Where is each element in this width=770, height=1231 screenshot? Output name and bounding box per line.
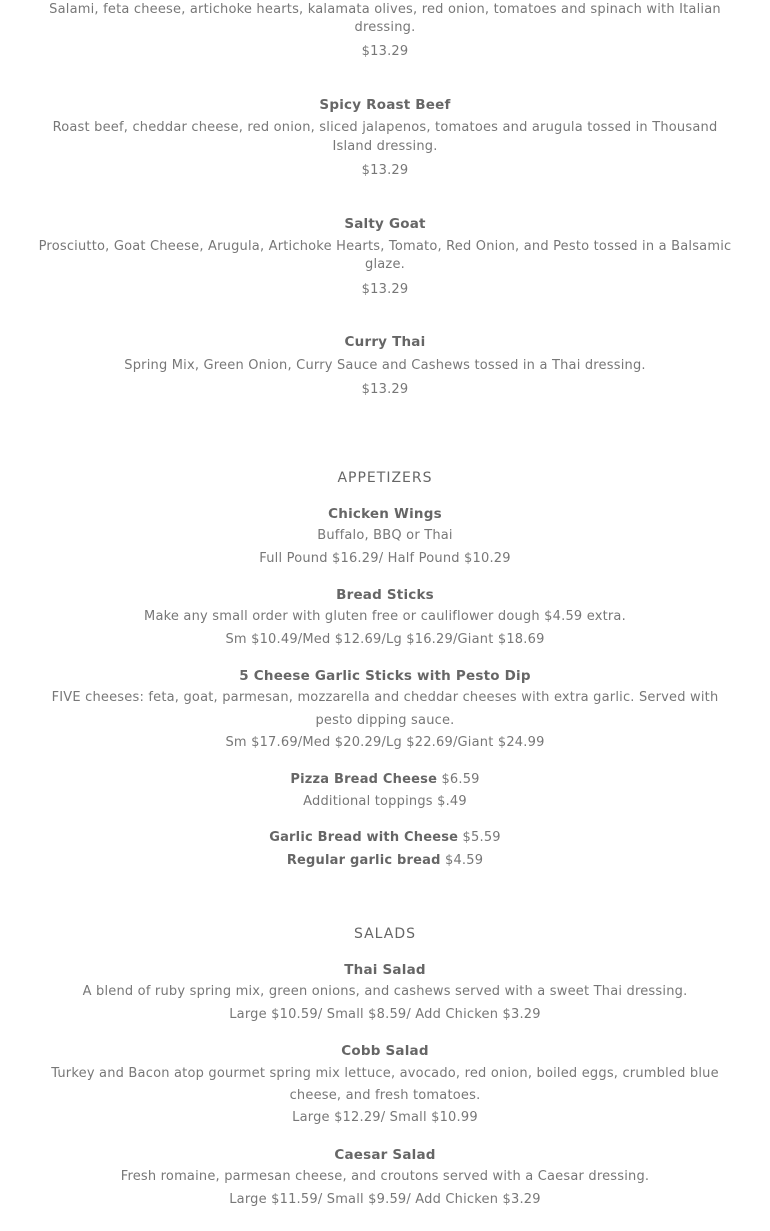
item-price: $4.59 [444,853,484,868]
item-price: Large $11.59/ Small $9.59/ Add Chicken $3.29 [229,1192,541,1207]
item-price: Sm $17.69/Med $20.29/Lg $22.69/Giant $24.99 [225,735,545,750]
item-title: Chicken Wings [328,506,442,522]
item-price: Full Pound $16.29/ Half Pound $10.29 [259,551,511,566]
item-title: Pizza Bread Cheese [290,772,438,787]
item-price: $13.29 [361,163,409,178]
item-description: FIVE cheeses: feta, goat, parmesan, mozzarella and cheddar cheeses with extra garlic. Served with [51,690,719,705]
item-price: Sm $10.49/Med $12.69/Lg $16.29/Giant $18.69 [225,632,545,647]
item-description: Buffalo, BBQ or Thai [317,528,453,543]
item-title: Salty Goat [344,216,426,232]
item-title: Bread Sticks [336,587,434,603]
item-description: dressing. [354,20,416,35]
item-title: Regular garlic bread [286,853,441,868]
item-description: Additional toppings $.49 [303,794,467,809]
item-description: Make any small order with gluten free or cauliflower dough $4.59 extra. [144,609,626,624]
item-description: A blend of ruby spring mix, green onions, and cashews served with a sweet Thai dressing. [82,984,688,999]
item-title: Caesar Salad [334,1147,436,1163]
item-description: Prosciutto, Goat Cheese, Arugula, Artichoke Hearts, Tomato, Red Onion, and Pesto tossed in a Balsamic [38,239,732,254]
item-description: Turkey and Bacon atop gourmet spring mix lettuce, avocado, red onion, boiled eggs, crumbled blue [51,1066,719,1081]
item-price: $13.29 [361,282,409,297]
item-price: Large $10.59/ Small $8.59/ Add Chicken $3.29 [229,1007,541,1022]
item-title: 5 Cheese Garlic Sticks with Pesto Dip [239,668,531,684]
item-title-with-price [0,771,770,789]
item-description: Spring Mix, Green Onion, Curry Sauce and Cashews tossed in a Thai dressing. [124,358,646,373]
item-price: $13.29 [361,382,409,397]
item-price: $6.59 [441,772,480,787]
item-description: Island dressing. [332,139,438,154]
item-description: Salami, feta cheese, artichoke hearts, kalamata olives, red onion, tomatoes and spinach with Italian [49,2,721,17]
item-price: $13.29 [361,44,409,59]
item-description: Fresh romaine, parmesan cheese, and croutons served with a Caesar dressing. [120,1169,650,1184]
item-title-with-price [0,852,770,870]
item-price: Large $12.29/ Small $10.99 [292,1110,478,1125]
item-description: glaze. [365,257,405,272]
item-description: Roast beef, cheddar cheese, red onion, sliced jalapenos, tomatoes and arugula tossed in Thousand [52,120,718,135]
item-title: Garlic Bread with Cheese [269,830,459,845]
item-title: Curry Thai [344,334,426,350]
item-title: Spicy Roast Beef [319,97,451,113]
item-description: pesto dipping sauce. [315,713,455,728]
item-description: cheese, and fresh tomatoes. [289,1088,481,1103]
section-heading-salads: SALADS [353,926,417,942]
item-title-with-price [0,829,770,847]
section-heading-appetizers: APPETIZERS [337,470,433,486]
item-title: Thai Salad [344,962,426,978]
item-title: Cobb Salad [341,1043,429,1059]
item-price: $5.59 [462,830,501,845]
